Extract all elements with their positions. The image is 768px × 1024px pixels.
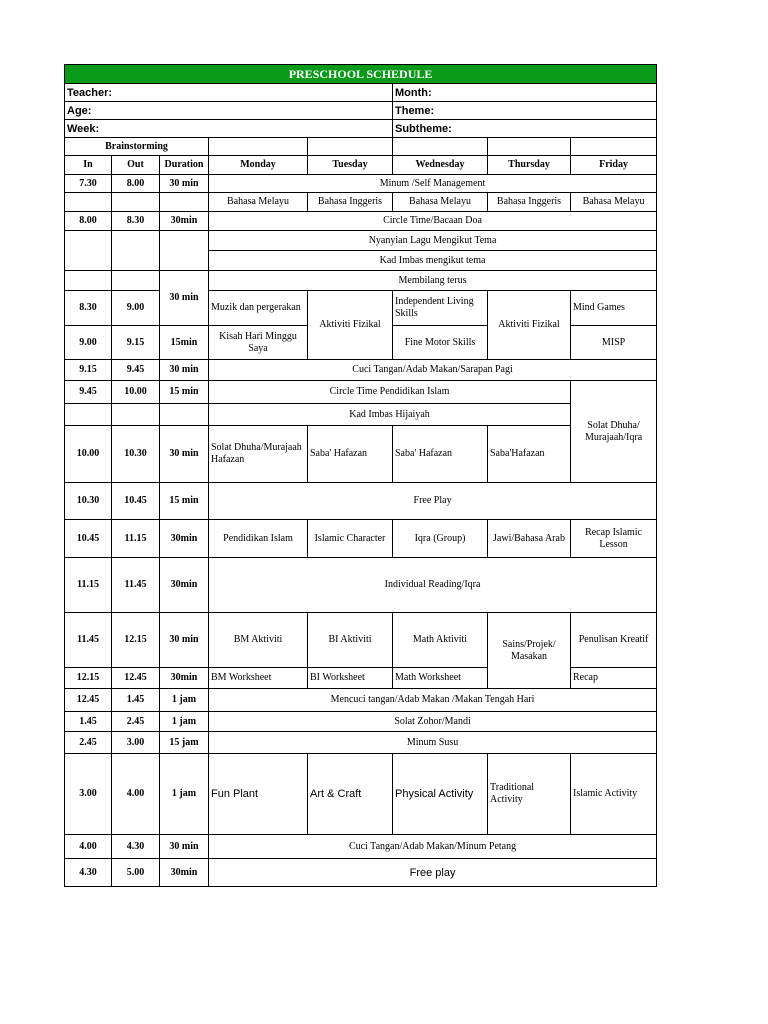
activity-wednesday: Fine Motor Skills [393,326,488,360]
activity-tuesday: Art & Craft [308,754,393,835]
duration: 30min [160,212,209,231]
theme-label: Theme: [393,102,657,120]
duration: 1 jam [160,689,209,712]
time-out: 10.45 [112,483,160,520]
week-label: Week: [65,120,393,138]
activity-tuesday: Aktiviti Fizikal [308,291,393,360]
activity-wednesday: Saba' Hafazan [393,426,488,483]
activity-tuesday: Saba' Hafazan [308,426,393,483]
duration: 1 jam [160,754,209,835]
duration: 30 min [160,271,209,326]
activity-monday: Kisah Hari Minggu Saya [209,326,308,360]
time-out: 1.45 [112,689,160,712]
time-in: 4.00 [65,835,112,859]
activity-monday: Muzik dan pergerakan [209,291,308,326]
activity-wednesday: Iqra (Group) [393,520,488,558]
activity-friday: Solat Dhuha/ Murajaah/Iqra [571,381,657,483]
time-out: 4.30 [112,835,160,859]
time-in: 1.45 [65,712,112,732]
brainstorming-friday [571,138,657,156]
activity-friday: Bahasa Melayu [571,193,657,212]
time-in: 12.45 [65,689,112,712]
time-out [112,271,160,291]
time-out: 11.15 [112,520,160,558]
activity-thursday: Aktiviti Fizikal [488,291,571,360]
activity-tuesday: BI Aktiviti [308,613,393,668]
col-header-out: Out [112,156,160,175]
duration [160,404,209,426]
brainstorming-wednesday [393,138,488,156]
activity-all-days: Solat Zohor/Mandi [209,712,657,732]
duration: 15 min [160,381,209,404]
time-in: 8.30 [65,291,112,326]
activity-thursday: Bahasa Inggeris [488,193,571,212]
duration: 30min [160,859,209,887]
time-in: 3.00 [65,754,112,835]
activity-mon-thu: Kad Imbas Hijaiyah [209,404,571,426]
activity-wednesday: Math Aktiviti [393,613,488,668]
time-out: 3.00 [112,732,160,754]
activity-wednesday: Math Worksheet [393,668,488,689]
brainstorming-tuesday [308,138,393,156]
time-out: 9.00 [112,291,160,326]
activity-friday: Recap [571,668,657,689]
activity-friday: Mind Games [571,291,657,326]
activity-monday: BM Worksheet [209,668,308,689]
time-in: 11.45 [65,613,112,668]
activity-wednesday: Physical Activity [393,754,488,835]
schedule-title: PRESCHOOL SCHEDULE [65,65,657,84]
col-header-friday: Friday [571,156,657,175]
activity-monday: Fun Plant [209,754,308,835]
activity-tuesday: Islamic Character [308,520,393,558]
time-out: 5.00 [112,859,160,887]
time-in [65,271,112,291]
time-out [112,231,160,271]
duration: 30 min [160,360,209,381]
time-in: 10.00 [65,426,112,483]
col-header-thursday: Thursday [488,156,571,175]
time-in [65,193,112,212]
col-header-duration: Duration [160,156,209,175]
activity-all-days: Kad Imbas mengikut tema [209,251,657,271]
activity-thursday: Sains/Projek/ Masakan [488,613,571,689]
time-out: 9.15 [112,326,160,360]
activity-all-days: Free Play [209,483,657,520]
activity-friday: MISP [571,326,657,360]
time-out: 10.30 [112,426,160,483]
duration: 15 min [160,483,209,520]
activity-mon-thu: Circle Time Pendidikan Islam [209,381,571,404]
time-in: 10.45 [65,520,112,558]
time-in: 9.00 [65,326,112,360]
time-in: 11.15 [65,558,112,613]
duration: 30 min [160,835,209,859]
activity-friday: Penulisan Kreatif [571,613,657,668]
duration: 1 jam [160,712,209,732]
time-in: 8.00 [65,212,112,231]
time-out: 4.00 [112,754,160,835]
time-in: 7.30 [65,175,112,193]
activity-tuesday: BI Worksheet [308,668,393,689]
activity-all-days: Nyanyian Lagu Mengikut Tema [209,231,657,251]
schedule-table [64,64,657,887]
time-in: 9.45 [65,381,112,404]
duration: 30min [160,558,209,613]
duration: 30min [160,668,209,689]
activity-monday: Solat Dhuha/Murajaah Hafazan [209,426,308,483]
activity-all-days: Membilang terus [209,271,657,291]
duration [160,231,209,271]
time-out [112,193,160,212]
duration: 30 min [160,175,209,193]
time-in: 4.30 [65,859,112,887]
col-header-in: In [65,156,112,175]
activity-all-days: Circle Time/Bacaan Doa [209,212,657,231]
activity-tuesday: Bahasa Inggeris [308,193,393,212]
duration: 15 jam [160,732,209,754]
time-in: 9.15 [65,360,112,381]
activity-thursday: Jawi/Bahasa Arab [488,520,571,558]
time-out: 10.00 [112,381,160,404]
teacher-label: Teacher: [65,84,393,102]
activity-all-days: Mencuci tangan/Adab Makan /Makan Tengah Hari [209,689,657,712]
time-out: 8.00 [112,175,160,193]
col-header-monday: Monday [209,156,308,175]
time-in [65,404,112,426]
month-label: Month: [393,84,657,102]
activity-monday: Bahasa Melayu [209,193,308,212]
activity-monday: Pendidikan Islam [209,520,308,558]
activity-friday: Islamic Activity [571,754,657,835]
activity-all-days: Free play [209,859,657,887]
activity-all-days: Cuci Tangan/Adab Makan/Sarapan Pagi [209,360,657,381]
activity-friday: Recap Islamic Lesson [571,520,657,558]
duration: 30 min [160,613,209,668]
time-out: 12.15 [112,613,160,668]
age-label: Age: [65,102,393,120]
time-out: 11.45 [112,558,160,613]
col-header-tuesday: Tuesday [308,156,393,175]
activity-wednesday: Independent Living Skills [393,291,488,326]
brainstorming-label: Brainstorming [65,138,209,156]
time-out: 12.45 [112,668,160,689]
time-in: 2.45 [65,732,112,754]
duration: 15min [160,326,209,360]
activity-all-days: Individual Reading/Iqra [209,558,657,613]
time-out [112,404,160,426]
brainstorming-monday [209,138,308,156]
activity-all-days: Minum Susu [209,732,657,754]
col-header-wednesday: Wednesday [393,156,488,175]
activity-all-days: Minum /Self Management [209,175,657,193]
time-out: 8.30 [112,212,160,231]
time-in [65,231,112,271]
time-out: 2.45 [112,712,160,732]
activity-monday: BM Aktiviti [209,613,308,668]
duration [160,193,209,212]
activity-thursday: Traditional Activity [488,754,571,835]
duration: 30 min [160,426,209,483]
brainstorming-thursday [488,138,571,156]
activity-thursday: Saba'Hafazan [488,426,571,483]
subtheme-label: Subtheme: [393,120,657,138]
activity-all-days: Cuci Tangan/Adab Makan/Minum Petang [209,835,657,859]
time-in: 12.15 [65,668,112,689]
activity-wednesday: Bahasa Melayu [393,193,488,212]
time-out: 9.45 [112,360,160,381]
time-in: 10.30 [65,483,112,520]
duration: 30min [160,520,209,558]
